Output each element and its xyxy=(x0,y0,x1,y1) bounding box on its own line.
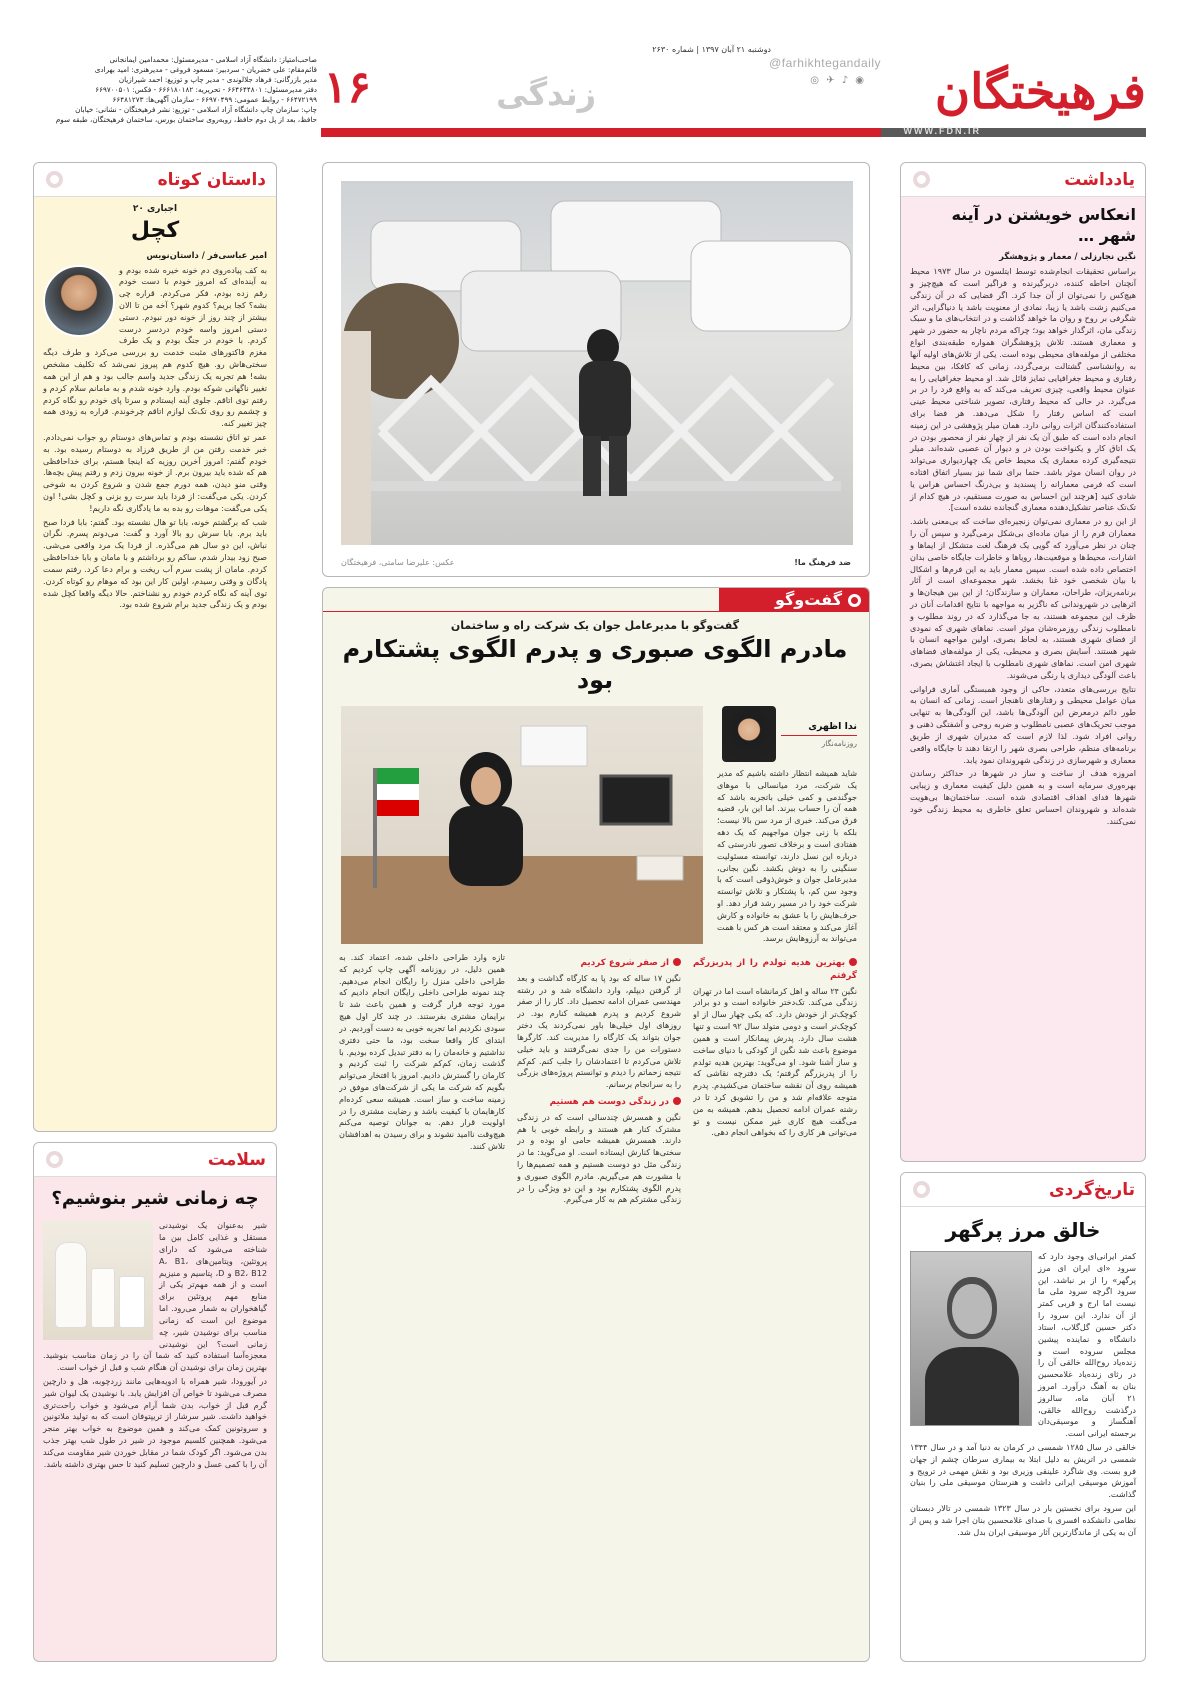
interview-photo xyxy=(341,706,703,944)
story-author: امیر عباسی‌فر / داستان‌نویس xyxy=(146,250,267,260)
health-box xyxy=(33,1142,277,1662)
story-body: به کف پیاده‌روی دم خونه خیره شده بودم و به آینده‌ای که امروز خودم با دست خودم رقم زده بودم، فکر می‌کردم. قراره چی بشه؟ کجا بریم؟ کدوم شهر؟ آخه من تا الان بیشتر از چند روز از خونه دور نبودم. دستی دستی امروز واسه خودم دردسر درست کردم. با خودم در جنگ بودم و یک طرف مغزم فاکتورهای مثبت خدمت رو بررسی می‌کرد و طرف دیگه سختی‌هاش رو. هیچ کدوم هم پیروز نمی‌شد که تکلیف مشخص بشه! هم تجربه یک زندگی جدید واسم جالب بود و هم از این همه تغییر ناگهانی شوکه بودم. وارد خونه شدم و به مامانم سلام کردم و رفتم توی اتاقم. جلوی آینه ایستادم و سرتا پای خودم رو نگاه کردم و چشمم رو روی تک‌تک لوازم اتاقم چرخوندم. قراره به زودی همه چیز تغییر کنه. عمر تو اتاق نشسته بودم و تماس‌های دوستام رو جواب نمی‌دادم. خبر خدمت رفتن من از طریق فرزاد به دوستام رسیده بود. به خودم گفتم: امروز آخرین روزیه که اینجا هستم، برای خداحافظی هم که شده باید بیرون برم. از خونه بیرون زدم و رفتم پیش بچه‌ها. وقتی منو دیدن، همه دورم جمع شدن و شروع کردن به شوخی کردن. یکی می‌گفت: از فردا باید سرت رو بزنی و کچل بشی! اون یکی می‌گفت: موهات رو بده به ما یادگاری نگه داریم! شب که برگشتم خونه، بابا تو هال نشسته بود. گفتم: بابا فردا صبح باید برم. بابا سرش رو بالا آورد و گفت: می‌دونم پسرم. نگران نباش، این دو سال هم می‌گذره. از فردا یک مرد واقعی می‌شی. صبح زود بیدار شدم، ساکم رو برداشتم و با مامان و بابا خداحافظی کردم. مامان از پشت سرم آب ریخت و برام دعا کرد. رفتم سمت پادگان و وقتی رسیدم، اولین کار این بود که موهام رو کوتاه کردن. توی آینه که نگاه کردم خودم رو نشناختم. حالا دیگه واقعا کچل شده بودم و یک زندگی جدید برام شروع شده بود. xyxy=(43,264,267,610)
interview-headline: مادرم الگوی صبوری و پدرم الگوی پشتکارم بود xyxy=(342,635,848,695)
reporter-byline xyxy=(722,706,857,762)
section-rule xyxy=(323,611,870,612)
interview-intro: شاید همیشه انتظار داشته باشیم که مدیر یک شرکت، مرد میانسالی با موهای جوگندمی و کمی خیلی باتجربه باشد که همه آن را حساب ببرند. اما این بار، قضیه فرق می‌کند. خبری از مرد سن بالا نیست؛ بلکه با زنی جوان مواجهیم که یک دهه هفتادی است و برخلاف تصور نادرستی که درباره این نسل دارند، توانسته مسئولیت سنگینی را به دوش بکشد. نگین بجانی، مدیرعامل جوان و خوش‌ذوقی است که با وجود سن کم، با پشتکار و تلاش توانسته شرکت خود را در مسیر رشد قرار دهد. او حرف‌هایش را با عشق به خانواده و کارش آغاز می‌کند و معتقد است هر کس با همت می‌تواند به آرزوهایش برسد. xyxy=(717,768,857,944)
editorial-header xyxy=(901,163,1145,197)
history-body: کمتر ایرانی‌ای وجود دارد که سرود «ای ایران ای مرز پرگهر» را از بر نباشد، این سرود اگرچه سرود ملی ما نیست اما ارج و قربی کمتر از آن ندارد. این سرود را دکتر حسین گل‌گلاب، استاد دانشگاه و نماینده پیشین مجلس سروده است و زنده‌یاد روح‌الله خالقی آن را در رثای زنده‌یاد غلامحسین بنان به آهنگ درآورد. امروز ۲۱ آبان ماه، سالروز درگذشت روح‌الله خالقی، آهنگساز و موسیقی‌دان برجسته ایرانی است. خالقی در سال ۱۲۸۵ شمسی در کرمان به دنیا آمد و در سال ۱۳۴۴ شمسی در اتریش به دلیل ابتلا به بیماری سرطان چشم از جهان فرو بست. وی شاگرد علینقی وزیری بود و نقش مهمی در ترویج و آموزش موسیقی ایرانی داشت و هنرستان موسیقی ملی را بنیان گذاشت. این سرود برای نخستین بار در سال ۱۳۲۳ شمسی در تالار دبستان نظامی دانشکده افسری با صدای غلامحسین بنان اجرا شد و پس از آن به یکی از ماندگارترین آثار موسیقی ایران بدل شد. xyxy=(910,1251,1137,1537)
history-section-title: تاریخ‌گردی xyxy=(1049,1179,1135,1200)
interview-section-title: گفت‌وگو xyxy=(774,589,842,609)
subhead-from-zero: از صفر شروع کردیم xyxy=(517,957,681,970)
photo-frame xyxy=(322,162,870,577)
short-story-box xyxy=(33,162,277,1132)
page-section-title: زندگی xyxy=(496,75,596,113)
health-body: شیر به‌عنوان یک نوشیدنی مستقل و غذایی کامل بین ما شناخته می‌شود که دارای پروتئین، ویتامین‌های A، B1، B2، B12 و D، پتاسیم و منیزیم است و از همه مهم‌تر یکی از منابع مهم پروتئین برای گیاهخواران به شمار می‌رود. اما موضوع این است که زمانی مناسب برای نوشیدن شیر، چه زمانی است؟ این نوشیدنی معجزه‌آسا استفاده کنید که شما آن را در زمان مناسب بنوشید. بهترین زمان برای نوشیدن آن هنگام شب و قبل از خواب است. در آیورودا، شیر همراه با ادویه‌هایی مانند زردچوبه، هل و دارچین مصرف می‌شود تا خواص آن افزایش یابد. با نوشیدن یک لیوان شیر گرم قبل از خواب، بدن شما آرام می‌شود و خواب راحت‌تری خواهید داشت. شیر سرشار از تریپتوفان است که به تولید ملاتونین و سروتونین کمک می‌کند و همین موضوع به خواب بهتر منجر می‌شود. همچنین کلسیم موجود در شیر در طول شب بهتر جذب بدن می‌شود. اگر کودک شما در مقابل خوردن شیر مقاومت می‌کند آن را با کمی عسل و دارچین تسلیم کنید تا حس بهتری داشته باشد. xyxy=(43,1220,267,1469)
health-section-title: سلامت xyxy=(207,1149,266,1170)
section-marker-icon xyxy=(913,1181,930,1198)
section-marker-icon xyxy=(46,1151,63,1168)
history-box xyxy=(900,1172,1146,1662)
social-icons[interactable]: ◎ ✈ ♪ ◉ xyxy=(810,75,866,86)
newspaper-logo: فرهیختگان xyxy=(934,64,1146,120)
website-url[interactable]: WWW.FDN.IR xyxy=(903,126,981,136)
history-title: خالق مرز پرگهر xyxy=(945,1218,1101,1242)
interview-kicker: گفت‌وگو با مدیرعامل جوان یک شرکت راه و ساختمان xyxy=(450,619,740,632)
issue-dateline: دوشنبه ۲۱ آبان ۱۳۹۷ | شماره ۲۶۳۰ xyxy=(652,45,771,54)
portrait-photo xyxy=(910,1251,1032,1426)
page-number: ۱۶ xyxy=(323,62,371,113)
story-title: کچل xyxy=(130,218,180,244)
story-kicker: اجباری ۲۰ xyxy=(132,204,178,214)
milk-photo xyxy=(43,1220,153,1340)
interview-column-1: بهترین هدیه تولدم را از پدربزرگم گرفتم نگین ۲۴ ساله و اهل کرمانشاه است اما در تهران زندگی می‌کند. تک‌دختر خانواده است و دو برادر کوچک‌تر از خودش دارد. که یکی چهار سال از او کوچک‌تر است و دومی متولد سال ۹۲ است و تنها هشت سال دارد. پدرش پیمانکار است و همین موضوع باعث شد نگین از کودکی با دنیای ساخت و ساز آشنا شود. او می‌گوید: بهترین هدیه تولدم را از پدربزرگم گرفتم؛ یک دفترچه نقاشی که همیشه روی آن نقشه ساختمان می‌کشیدم. پدرم متوجه علاقه‌ام شد و من را تشویق کرد تا در رشته عمران ادامه تحصیل بدهم. همیشه به من می‌گفت هیچ کاری غیر ممکن نیست و تو می‌توانی هر کاری را که بخواهی انجام دهی. xyxy=(693,958,857,1138)
masthead-red-bar xyxy=(321,128,881,137)
photo-label: ضد فرهنگ ما! xyxy=(794,558,851,567)
editorial-box xyxy=(900,162,1146,1162)
editorial-body: براساس تحقیقات انجام‌شده توسط ایتلسون در سال ۱۹۷۳ محیط آنچنان احاطه کننده، دربرگیرنده و فراگیر است که هیچ‌چیز و هیچ‌کس را نمی‌توان از آن جدا کرد. اگر فضایی که در آن زندگی می‌کنیم زشت باشد یا زیبا، نمادی از معنویت باشد یا دنیاگرایی، اثر شگرفی بر روح و روان ما خواهد گذاشت و در انتخاب‌های ما و سبک زندگی مان، اثرگذار خواهد بود؛ چراکه مردم ناچار به حضور در شهر و معماری هستند. تلاش پژوهشگران همواره طبقه‌بندی انواع مختلفی از مولفه‌های محیطی بوده است. یکی از تلاش‌های اولیه آنها به روانشناسی گشتالت برمی‌گردد، زمانی که کافکا، بین محیط رفتاری و محیط جغرافیایی تمایز قائل شد. او محیط جغرافیایی را به عنوان محیط واقعی، چیزی تعریف می‌کند که به واقع فرد را در بر می‌گیرد. در حالی که محیط رفتاری، تصویر شناختی محیط عینی است که اساس رفتار را شکل می‌دهد. هر فضا برای استفاده‌کنندگان اثرات روانی دارد. همان میلر پژوهشی در این زمینه انجام داده است که طبق آن یک نفر از چهار نفر از محصور بودن در یک اتاق کار و یکنواخت بودن در و دیوار آن عصبی شده‌اند. میلر نتیجه‌گیری کرده معماری یک محیط خاص یک چهار‌دیواری می‌تواند در روان انسان موثر باشد. حتما برای شما نیز بسیار اتفاق افتاده است که فرمی معمارانه را پسندید و بی‌درنگ احساس هراس یا شادی کنید [هرچند این احساس به صورت مستقیم، در هیچ کدام از تک‌تک عناصر تشکیل‌دهنده معماری گنجانده نشده است]. از این رو در معماری نمی‌توان زنجیره‌ای ساخت که بی‌معنی باشد. معماران فرم را از میان ماده‌ای بی‌شکل برمی‌گیرد و سپس آن را چنان در نظر می‌آورد که گویی یک فرهنگ لغت متشکل از ایماها و اشارات، محیط‌ها و موقعیت‌ها، رویاها و خاطرات جایگاه خاصی بدان اختصاص داده شده است. سپس معمار باید به این فرم‌ها و اشکال با بیان شخصی خود غنا بخشد. شهر مجموعه‌ای است از آثار برنامه‌ریزان، طراحان، معماران و سازندگان؛ از این بین هیجان‌ها و اثرهایی در شهروندانی که ناگزیر به مواجهه با نتایج اقدامات آنان در ظرف این مجموعه هستند، به جا می‌گذارد که در روند مطلوب و نامطلوب زندگی روزمره‌شان موثر است. نماهای شهری که نمودی از فضای شهری هستند، به لحاظ بصری، اولین مواجهه انسان با شهر هستند. آسایش بصری و محیطی، یکی از مولفه‌های فضاهای شهری امن است. نماهای شهری نامطلوب با ایجاد اغتشاش بصری، باعث آلودگی دیداری یا رنگی می‌شوند. نتایج بررسی‌های متعدد، حاکی از وجود همبستگی آماری فراوانی میان عوامل محیطی و رفتارهای ناهنجار است. زمانی که انسان به طور دائم درمعرض این آلودگی‌ها باشد، این آلودگی‌ها به تنهایی موجب تحریک‌های عصبی نامطلوب و ضربه روحی و آشفتگی ذهنی و روانی افراد شود. لذا لازم است که مدیران شهری از طریق برنامه‌های منظم، طراحی بصری شهر را ارتقا دهند تا جایگاه واقعی معماری و شهرسازی در زندگی شهروندان نمود یابد. امروزه هدف از ساخت و ساز در شهرها در حداکثر رساندن بهره‌وری سرمایه است و به همین دلیل کیفیت معماری و زیبایی شهرها فدای اهداف اقتصادی شده است. ساختمان‌ها بی‌هویت شده‌اند و شهروندان احساس تعلق خاطری به محیط زندگی خود نمی‌کنند. xyxy=(910,266,1136,826)
street-photo-svg xyxy=(341,181,853,545)
interview-column-2: از صفر شروع کردیم نگین ۱۷ ساله که بود پا به کارگاه گذاشت و بعد از گرفتن دیپلم، وارد دانشگاه شد و در رشته مهندسی عمران ادامه تحصیل داد. کار را از صفر شروع کردیم و پدرم همیشه کنارم بود. در روزهای اول خیلی‌ها باور نمی‌کردند یک دختر جوان بتواند یک کارگاه را مدیریت کند. کارگرها دستورات من را جدی نمی‌گرفتند و باید خیلی تلاش می‌کردم تا اعتمادشان را جلب کنم. کم‌کم نتیجه زحماتم را دیدم و توانستم پروژه‌های بزرگی را به سرانجام برسانم. در زندگی دوست هم هستیم نگین و همسرش چندسالی است که در زندگی مشترک کنار هم هستند و رابطه خوبی با هم دارند. همسرش همیشه حامی او بوده و در سختی‌ها کنارش ایستاده است. او می‌گوید: ما در زندگی مثل دو دوست هستیم و همه تصمیم‌ها را با مشورت هم می‌گیریم. مادرم الگوی صبوری و پدرم الگوی پشتکارم بود و این دو ویژگی را در زندگی مشترکم هم به کار می‌گیرم. xyxy=(517,958,681,1205)
author-photo xyxy=(43,265,115,337)
section-marker-icon xyxy=(46,171,63,188)
reporter-name: ندا اظهری xyxy=(781,720,857,736)
reporter-role: روزنامه‌نگار xyxy=(821,739,857,748)
section-marker-icon xyxy=(848,594,861,607)
street-photo xyxy=(341,181,853,545)
social-handle[interactable]: @farhikhtegandaily xyxy=(769,56,881,70)
interview-column-3: تازه وارد طراحی داخلی شده، اعتماد کند. به همین دلیل، در روزنامه آگهی چاپ کردیم که طراحی داخلی منزل را رایگان انجام می‌دهیم. چند نمونه طراحی داخلی رایگان انجام دادیم که مورد توجه قرار گرفت و همین باعث شد تا برایمان مشتری بفرستند. در چند کار اول هیچ سودی نکردیم اما تجربه خوبی به دست آوردیم. در ابتدای کار واقعا سخت بود، ما حتی دفتری نداشتیم و خانه‌مان را به دفتر تبدیل کرده بودیم. با گذشت زمان، کم‌کم شرکت را ثبت کردیم و کارمان را گسترش دادیم. امروز با افتخار می‌توانم بگویم که شرکت ما یکی از شرکت‌های موفق در زمینه ساخت و ساز است. همیشه سعی کرده‌ام کارهایمان با کیفیت باشد و رضایت مشتری را در اولویت قرار دهم. به جوانان توصیه می‌کنم هیچ‌وقت ناامید نشوند و برای رسیدن به اهدافشان تلاش کنند. xyxy=(339,952,505,1151)
reporter-photo xyxy=(722,706,776,762)
editorial-section-title: یادداشت xyxy=(1064,169,1135,190)
interview-box xyxy=(322,587,870,1662)
subhead-friends-in-life: در زندگی دوست هم هستیم xyxy=(517,1096,681,1109)
publisher-credits: صاحب‌امتیاز: دانشگاه آزاد اسلامی - مدیرمسئول: محمدامین ایمانجانی قائم‌مقام: علی خضریان - سردبیر: مسعود فروغی - مدیرهنری: امید بهرادی مدیر بازرگانی: فرهاد جلالوندی - مدیر چاپ و توزیع: احمد شیرازیان دفتر مدیرمسئول: ۶۶۴۶۴۴۸۰۱ - تحریریه: ۶۶۶۱۸۰۱۸۲ - فکس: ۶۶۹۷۰۰۵۰۱ ۶۶۴۷۲۱۹۹ - روابط عمومی: ۶۶۹۷۰۴۹۹ - سازمان آگهی‌ها: ۶۶۴۸۱۲۷۳ چاپ: سازمان چاپ دانشگاه آزاد اسلامی - توزیع: نشر فرهیختگان - نشانی: خیابان حافظ، بعد از پل دوم حافظ، روبه‌روی ساختمان بورس، ساختمان فرهیختگان، طبقه سوم xyxy=(55,55,317,124)
office-photo-svg xyxy=(341,706,703,944)
short-story-section-title: داستان کوتاه xyxy=(157,169,266,190)
health-title: چه زمانی شیر بنوشیم؟ xyxy=(51,1188,259,1209)
section-marker-icon xyxy=(913,171,930,188)
health-header xyxy=(34,1143,276,1177)
interview-section-tab xyxy=(719,588,869,612)
short-story-header xyxy=(34,163,276,197)
subhead-birthday-gift: بهترین هدیه تولدم را از پدربزرگم گرفتم xyxy=(693,958,857,981)
photo-credit: عکس: علیرضا سامتی، فرهیختگان xyxy=(341,558,455,567)
editorial-author: نگین نجارزلی / معمار و پژوهشگر xyxy=(999,250,1136,261)
history-header xyxy=(901,1173,1145,1207)
editorial-title: انعکاس خویشتن در آینه شهر … xyxy=(951,205,1136,245)
